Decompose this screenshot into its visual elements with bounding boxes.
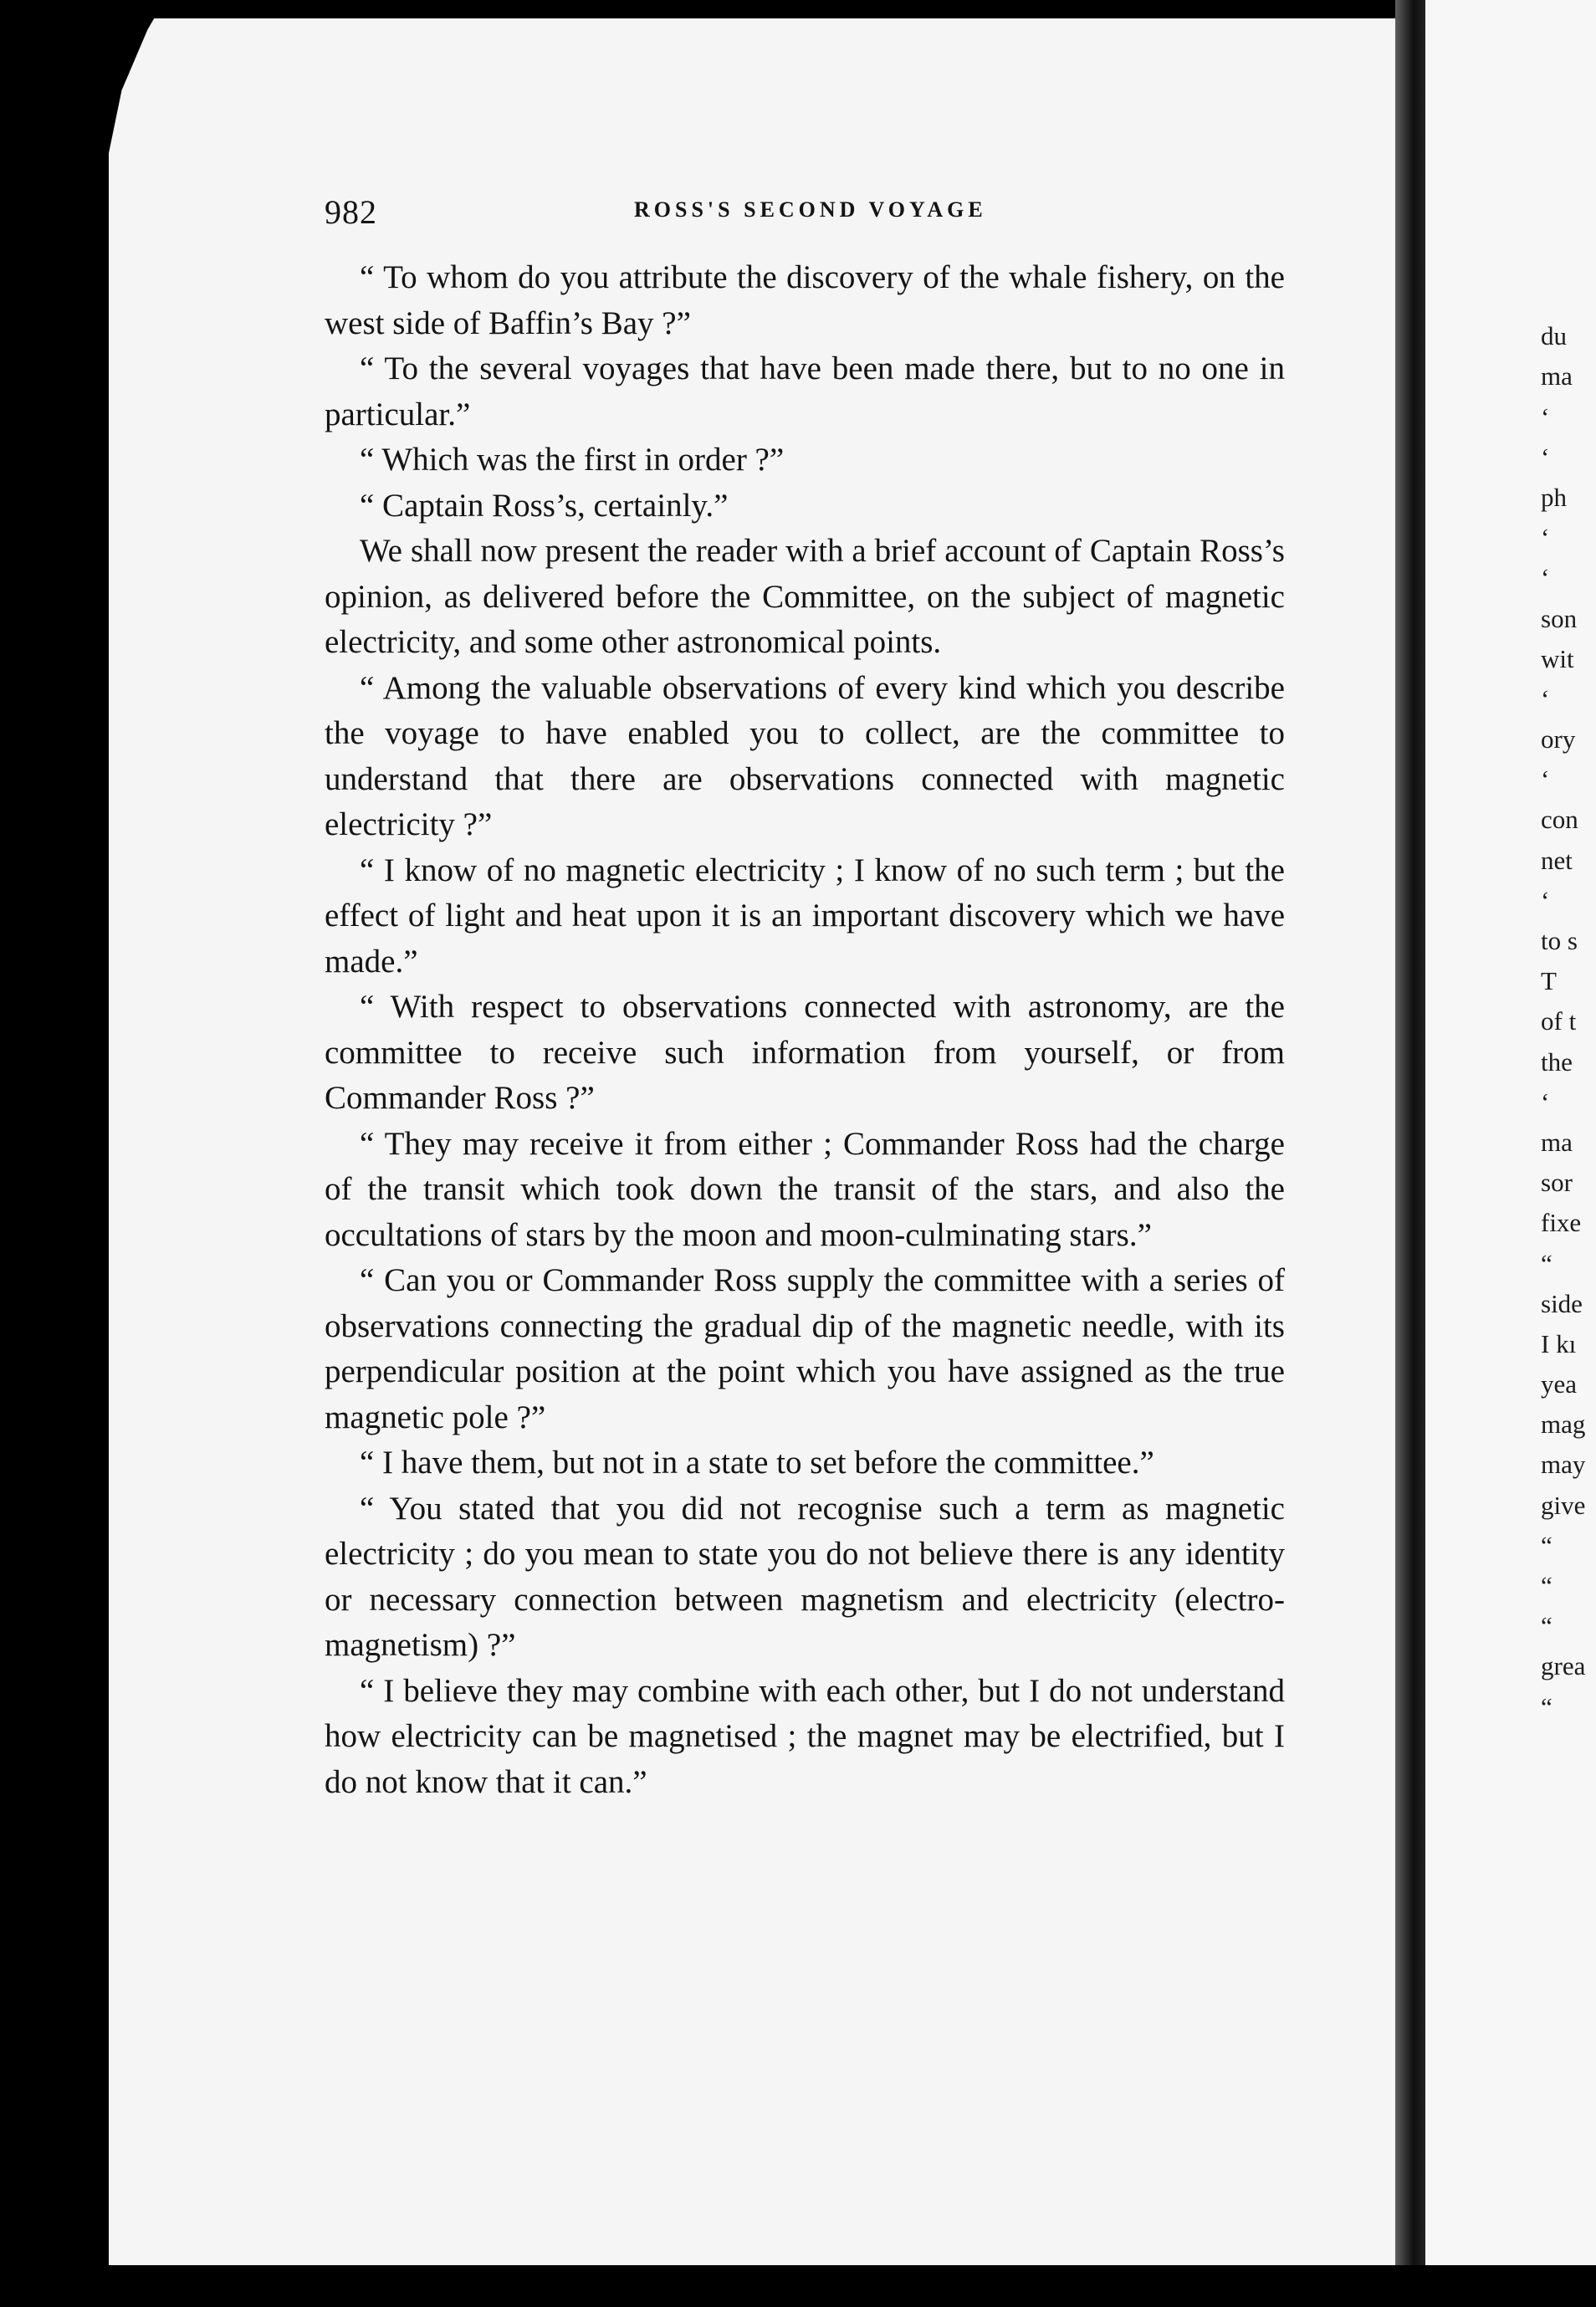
facing-line: ‘ (1541, 402, 1550, 432)
facing-line: ‘ (1541, 442, 1550, 472)
facing-line: “ (1541, 1691, 1553, 1721)
facing-line: ma (1541, 361, 1573, 391)
paragraph: “ Can you or Commander Ross supply the committee with a series of observations connecting the gradual dip of the magnetic needle, with its perpendicular position at the point which you have assigned as the true magnetic pole ?” (325, 1262, 1285, 1435)
facing-line: of t (1541, 1006, 1577, 1036)
paragraph: “ You stated that you did not recognise such a term as magnetic electricity ; do you mean to state you do not believe there is any identity or necessary connection between magnetism and electricity (electro-magnetism) ?” (325, 1490, 1285, 1663)
facing-page-text (1541, 276, 1596, 1727)
facing-line: “ (1541, 1611, 1553, 1641)
paragraph: “ I know of no magnetic electricity ; I know of no such term ; but the effect of light and heat upon it is an important discovery which we have made.” (325, 852, 1285, 980)
facing-line: ma (1541, 1127, 1573, 1157)
facing-line: ‘ (1541, 563, 1550, 593)
scan-bottom-edge (0, 2265, 1596, 2307)
paragraph: “ Which was the first in order ?” (360, 442, 785, 478)
facing-line: net (1541, 845, 1573, 875)
facing-line: side (1541, 1288, 1583, 1318)
facing-line: “ (1541, 1571, 1553, 1600)
book-gutter (1395, 0, 1425, 2307)
facing-line: du (1541, 321, 1567, 351)
facing-line: T (1541, 966, 1557, 996)
paragraph: “ To the several voyages that have been made there, but to no one in particular.” (325, 350, 1285, 432)
facing-line: ‘ (1541, 765, 1550, 795)
page-header (325, 192, 1328, 234)
facing-line: give (1541, 1490, 1586, 1520)
facing-line: wit (1541, 643, 1574, 673)
facing-line: grea (1541, 1651, 1586, 1681)
paragraph: We shall now present the reader with a brief account of Captain Ross’s opinion, as delivered before the Committee, on the subject of magnetic electricity, and some other astronomical points. (325, 533, 1285, 660)
facing-line: con (1541, 805, 1578, 835)
facing-line: the (1541, 1046, 1573, 1077)
paragraph: “ I believe they may combine with each other, but I do not understand how electricity can be magnetised ; the magnet may be electrified, but I do not know that it can.” (325, 1672, 1285, 1800)
facing-line: “ (1541, 1248, 1553, 1278)
facing-line: ‘ (1541, 523, 1550, 553)
paragraph: “ I have them, but not in a state to set before the committee.” (360, 1445, 1154, 1481)
facing-line: may (1541, 1450, 1586, 1480)
facing-line: ory (1541, 724, 1576, 755)
running-head: ROSS'S SECOND VOYAGE (634, 197, 987, 222)
paragraph: “ They may receive it from either ; Commander Ross had the charge of the transit which took down the transit of the stars, and also the occultations of stars by the moon and moon-culminating stars.” (325, 1125, 1285, 1253)
facing-line: I kı (1541, 1328, 1577, 1358)
facing-line: “ (1541, 1530, 1553, 1560)
paragraph: “ Among the valuable observations of every kind which you describe the voyage to have enabled you to collect, are the committee to understand that there are observations connected with magnetic electricity ?” (325, 669, 1285, 842)
page-number: 982 (325, 193, 377, 231)
facing-line: ‘ (1541, 885, 1550, 915)
paragraph: “ With respect to observations connected with astronomy, are the committee to receive such information from yourself, or from Commander Ross ?” (325, 989, 1285, 1116)
facing-line: to s (1541, 926, 1578, 955)
facing-line: ‘ (1541, 683, 1550, 714)
facing-line: yea (1541, 1369, 1578, 1399)
facing-line: ‘ (1541, 1087, 1550, 1117)
paragraph: “ Captain Ross’s, certainly.” (360, 487, 729, 524)
facing-line: son (1541, 603, 1578, 633)
facing-line: ph (1541, 482, 1567, 512)
facing-line: mag (1541, 1409, 1586, 1440)
facing-line: fixe (1541, 1208, 1582, 1238)
facing-line (1541, 276, 1596, 316)
body-text (325, 255, 1285, 1805)
facing-line: sor (1541, 1168, 1573, 1198)
paragraph: “ To whom do you attribute the discovery of the whale fishery, on the west side of Baffin’s Bay ?” (325, 259, 1285, 341)
